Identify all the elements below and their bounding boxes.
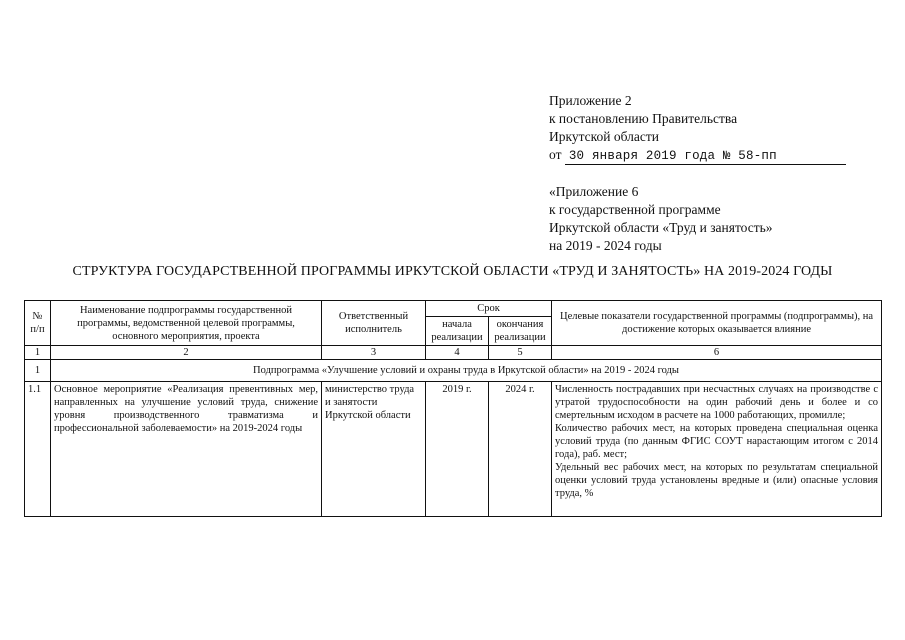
- appendix-line: к постановлению Правительства: [549, 111, 738, 126]
- appendix6-line: «Приложение 6: [549, 184, 639, 199]
- appendix-2-block: [549, 92, 846, 165]
- section-num: 1: [25, 360, 51, 382]
- header-end: окончания реализации: [489, 317, 552, 346]
- date-prefix: от: [549, 147, 562, 162]
- appendix6-line: на 2019 - 2024 годы: [549, 238, 662, 253]
- column-number: 3: [322, 346, 426, 360]
- header-num: № п/п: [25, 301, 51, 346]
- indicator-item: Количество рабочих мест, на которых проведена специальная оценка условий труда (по данным ФГИС СОУТ нарастающим итогом с 2014 года), раб. мест;: [555, 423, 879, 460]
- row-executor: министерство труда и занятости Иркутской области: [322, 382, 426, 517]
- row-end: 2024 г.: [489, 382, 552, 517]
- header-start: начала реализации: [426, 317, 489, 346]
- appendix6-line: к государственной программе: [549, 202, 721, 217]
- indicator-item: Численность пострадавших при несчастных случаях на производстве с утратой трудоспособности на один рабочий день и более и со смертельным исходом в расчете на 1000 работающих, промилле;: [555, 384, 879, 421]
- row-start: 2019 г.: [426, 382, 489, 517]
- column-number: 4: [426, 346, 489, 360]
- header-indicators: Целевые показатели государственной программы (подпрограммы), на достижение которых оказывается влияние: [552, 301, 882, 346]
- program-structure-table: [24, 300, 882, 517]
- document-title: СТРУКТУРА ГОСУДАРСТВЕННОЙ ПРОГРАММЫ ИРКУТСКОЙ ОБЛАСТИ «ТРУД И ЗАНЯТОСТЬ» НА 2019-2024 ГОДЫ: [72, 264, 833, 279]
- table-row: [25, 382, 882, 517]
- appendix-line: Приложение 2: [549, 93, 632, 108]
- section-title: Подпрограмма «Улучшение условий и охраны труда в Иркутской области» на 2019 - 2024 годы: [51, 360, 882, 382]
- column-number: 2: [51, 346, 322, 360]
- header-term: Срок: [426, 301, 552, 317]
- appendix-line: Иркутской области: [549, 129, 660, 144]
- section-row: [25, 360, 882, 382]
- column-number-row: [25, 346, 882, 360]
- column-number: 5: [489, 346, 552, 360]
- header-row: [25, 301, 882, 317]
- column-number: 6: [552, 346, 882, 360]
- row-num: 1.1: [25, 382, 51, 517]
- header-executor: Ответственный исполнитель: [322, 301, 426, 346]
- appendix6-line: Иркутской области «Труд и занятость»: [549, 220, 773, 235]
- column-number: 1: [25, 346, 51, 360]
- date-value: 30 января 2019 года № 58-пп: [565, 149, 846, 165]
- indicator-item: Удельный вес рабочих мест, на которых по результатам специальной оценки условий труда установлены вредные и (или) опасные условия труда, %: [555, 462, 879, 499]
- row-name: Основное мероприятие «Реализация превентивных мер, направленных на улучшение условий труда, снижение уровня производственного травматизма и профессиональной заболеваемости» на 2019-2024 годы: [51, 382, 322, 517]
- header-name: Наименование подпрограммы государственной программы, ведомственной целевой программы, основного мероприятия, проекта: [51, 301, 322, 346]
- appendix-date-line: [549, 146, 846, 165]
- appendix-6-block: [549, 183, 773, 255]
- row-indicators: [552, 382, 882, 517]
